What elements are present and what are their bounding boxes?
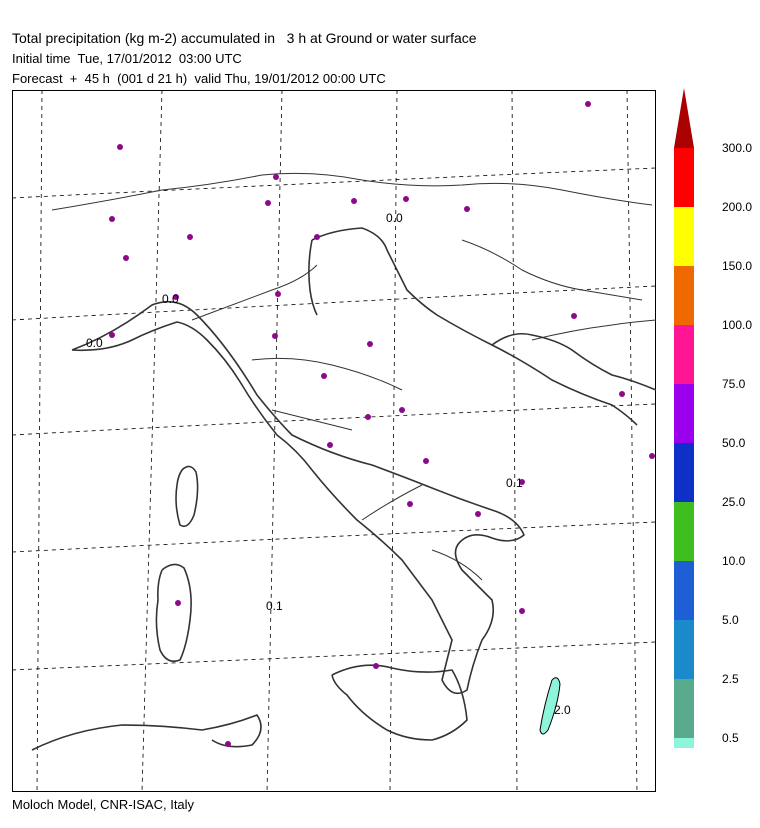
scale-label: 25.0 <box>722 495 746 509</box>
city-marker <box>327 442 333 448</box>
city-marker <box>407 501 413 507</box>
city-marker <box>321 373 327 379</box>
scale-label: 2.5 <box>722 672 739 686</box>
scale-label: 10.0 <box>722 554 746 568</box>
scale-label: 300.0 <box>722 141 753 155</box>
city-marker <box>273 174 279 180</box>
color-scale <box>672 88 752 748</box>
map-label: 0.1 <box>506 476 523 490</box>
scale-swatch <box>674 384 694 443</box>
map-label: 2.0 <box>554 703 571 717</box>
scale-swatch <box>674 325 694 384</box>
scale-label: 0.5 <box>722 731 739 745</box>
city-marker <box>265 200 271 206</box>
scale-label: 75.0 <box>722 377 746 391</box>
scale-swatch <box>674 266 694 325</box>
city-marker <box>225 741 231 747</box>
scale-swatch <box>674 502 694 561</box>
city-marker <box>123 255 129 261</box>
city-marker <box>519 608 525 614</box>
city-marker <box>117 144 123 150</box>
scale-swatch <box>674 561 694 620</box>
city-marker <box>571 313 577 319</box>
city-marker <box>399 407 405 413</box>
scale-label: 50.0 <box>722 436 746 450</box>
forecast-time: Forecast + 45 h (001 d 21 h) valid Thu, 19/01/2012 00:00 UTC <box>12 71 386 86</box>
scale-swatch <box>674 620 694 679</box>
city-marker <box>314 234 320 240</box>
initial-time: Initial time Tue, 17/01/2012 03:00 UTC <box>12 51 242 66</box>
city-marker <box>373 663 379 669</box>
city-marker <box>475 511 481 517</box>
scale-swatch <box>674 679 694 738</box>
model-credit: Moloch Model, CNR-ISAC, Italy <box>12 797 195 812</box>
city-marker <box>585 101 591 107</box>
city-marker <box>351 198 357 204</box>
scale-label: 5.0 <box>722 613 739 627</box>
city-marker <box>275 291 281 297</box>
city-marker <box>367 341 373 347</box>
map-title: Total precipitation (kg m-2) accumulated in 3 h at Ground or water surface <box>12 30 477 46</box>
city-marker <box>423 458 429 464</box>
scale-swatch <box>674 443 694 502</box>
map-label: 0.1 <box>266 599 283 613</box>
city-marker <box>272 333 278 339</box>
city-marker <box>109 216 115 222</box>
scale-swatch <box>674 738 694 748</box>
scale-swatch <box>674 207 694 266</box>
map-label: 0.0 <box>386 211 403 225</box>
city-marker <box>365 414 371 420</box>
city-marker <box>187 234 193 240</box>
city-marker <box>649 453 655 459</box>
city-marker <box>109 332 115 338</box>
scale-label: 100.0 <box>722 318 753 332</box>
city-marker <box>175 600 181 606</box>
scale-label: 150.0 <box>722 259 753 273</box>
scale-label: 200.0 <box>722 200 753 214</box>
scale-overflow-triangle <box>674 88 694 148</box>
precipitation-map <box>12 90 656 792</box>
map-label: 0.0 <box>162 292 179 306</box>
city-marker <box>464 206 470 212</box>
city-marker <box>403 196 409 202</box>
city-marker <box>619 391 625 397</box>
map-label: 0.0 <box>86 336 103 350</box>
scale-swatch <box>674 148 694 207</box>
